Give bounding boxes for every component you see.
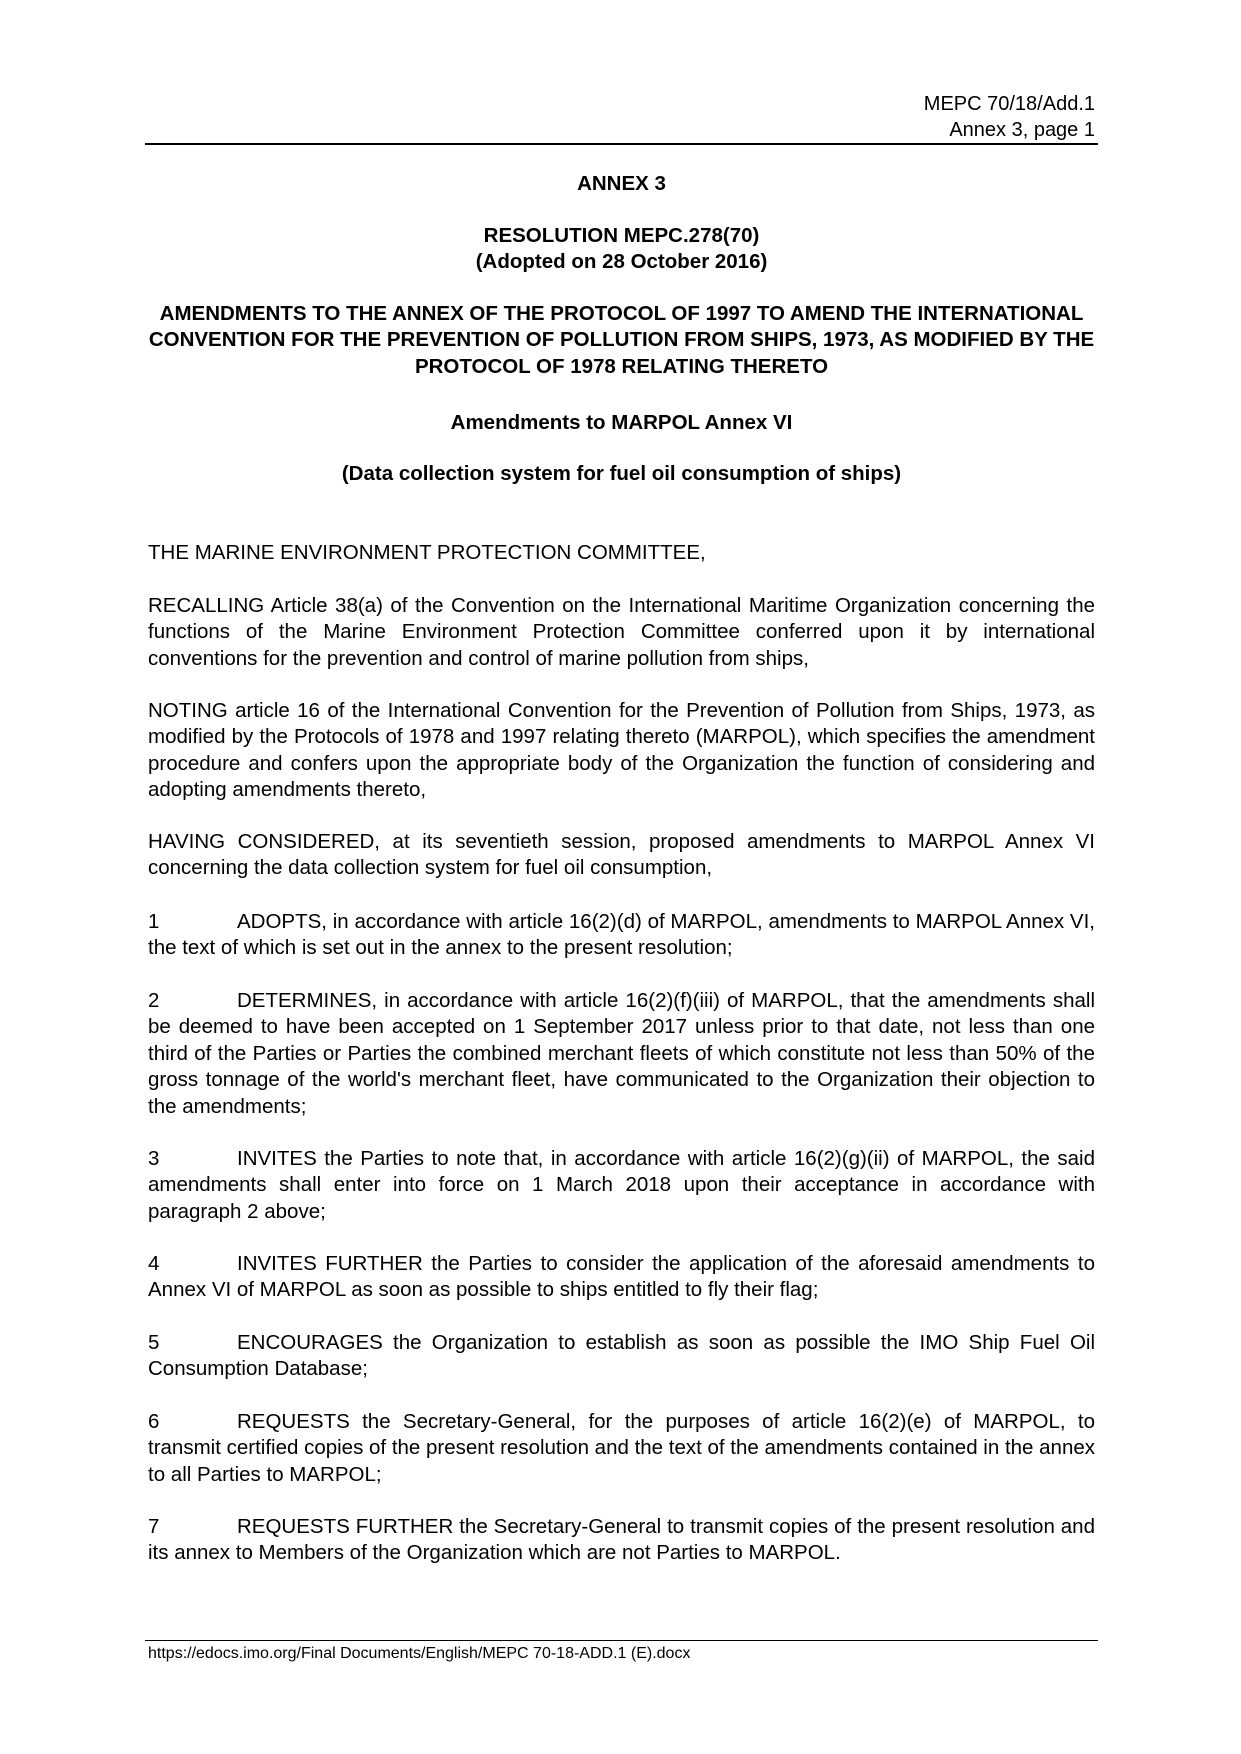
operative-paragraph bbox=[148, 1409, 1095, 1488]
footer-rule bbox=[145, 1640, 1098, 1641]
paragraph-number: 7 bbox=[148, 1515, 160, 1538]
subject: (Data collection system for fuel oil consumption of ships) bbox=[341, 462, 902, 485]
annex-title: ANNEX 3 bbox=[577, 172, 666, 195]
paragraph-number: 4 bbox=[148, 1252, 160, 1275]
paragraph-text: ENCOURAGES the Organization to establish as soon as possible the IMO Ship Fuel Oil Consumption Database; bbox=[148, 1331, 1095, 1381]
footer-path: https://edocs.imo.org/Final Documents/English/MEPC 70-18-ADD.1 (E).docx bbox=[148, 1645, 691, 1662]
preamble-recalling: RECALLING Article 38(a) of the Convention on the International Maritime Organization concerning the functions of the Marine Environment Protection Committee conferred upon it by international conventions for the prevention and control of marine pollution from ships, bbox=[148, 594, 1095, 670]
subtitle: Amendments to MARPOL Annex VI bbox=[450, 411, 793, 434]
paragraph-number: 6 bbox=[148, 1410, 160, 1433]
page-reference: Annex 3, page 1 bbox=[949, 119, 1095, 141]
paragraph-text: INVITES the Parties to note that, in accordance with article 16(2)(g)(ii) of MARPOL, the said amendments shall enter into force on 1 March 2018 upon their acceptance in accordance with paragraph 2 above; bbox=[148, 1147, 1095, 1223]
adoption-date: (Adopted on 28 October 2016) bbox=[475, 250, 768, 274]
main-title: AMENDMENTS TO THE ANNEX OF THE PROTOCOL OF 1997 TO AMEND THE INTERNATIONAL CONVENTION FOR THE PREVENTION OF POLLUTION FROM SHIPS, 1973, AS MODIFIED BY THE PROTOCOL OF 1978 RELATING THERETO bbox=[148, 302, 1095, 378]
preamble-having-considered: HAVING CONSIDERED, at its seventieth session, proposed amendments to MARPOL Annex VI concerning the data collection system for fuel oil consumption, bbox=[148, 830, 1095, 880]
paragraph-text: INVITES FURTHER the Parties to consider the application of the aforesaid amendments to Annex VI of MARPOL as soon as possible to ships entitled to fly their flag; bbox=[148, 1252, 1095, 1302]
paragraph-number: 1 bbox=[148, 910, 160, 933]
header-rule bbox=[145, 143, 1098, 145]
paragraph-number: 2 bbox=[148, 989, 160, 1012]
resolution-title: RESOLUTION MEPC.278(70) bbox=[483, 224, 760, 247]
operative-paragraph bbox=[148, 909, 1095, 962]
doc-reference: MEPC 70/18/Add.1 bbox=[923, 93, 1095, 115]
operative-paragraph bbox=[148, 1146, 1095, 1225]
paragraph-text: REQUESTS the Secretary-General, for the purposes of article 16(2)(e) of MARPOL, to transmit certified copies of the present resolution and the text of the amendments contained in the annex to all Parties to MARPOL; bbox=[148, 1410, 1095, 1486]
operative-paragraph bbox=[148, 1251, 1095, 1304]
resolution-heading bbox=[148, 223, 1095, 276]
operative-paragraph bbox=[148, 1330, 1095, 1383]
paragraph-number: 3 bbox=[148, 1147, 160, 1170]
operative-paragraph bbox=[148, 988, 1095, 1120]
paragraph-number: 5 bbox=[148, 1331, 160, 1354]
preamble-noting: NOTING article 16 of the International Convention for the Prevention of Pollution from Ships, 1973, as modified by the Protocols of 1978 and 1997 relating thereto (MARPOL), which specifies the amendment procedure and confers upon the appropriate body of the Organization the function of considering and adopting amendments thereto, bbox=[148, 699, 1095, 802]
operative-paragraph bbox=[148, 1514, 1095, 1567]
page-header bbox=[924, 91, 1095, 143]
paragraph-text: REQUESTS FURTHER the Secretary-General to transmit copies of the present resolution and its annex to Members of the Organization which are not Parties to MARPOL. bbox=[148, 1515, 1095, 1565]
paragraph-text: ADOPTS, in accordance with article 16(2)(d) of MARPOL, amendments to MARPOL Annex VI, the text of which is set out in the annex to the present resolution; bbox=[148, 910, 1095, 960]
paragraph-text: DETERMINES, in accordance with article 16(2)(f)(iii) of MARPOL, that the amendments shall be deemed to have been accepted on 1 September 2017 unless prior to that date, not less than one third of the Parties or Parties the combined merchant fleets of which constitute not less than 50% of the gross tonnage of the world's merchant fleet, have communicated to the Organization their objection to the amendments; bbox=[148, 989, 1095, 1118]
preamble-committee: THE MARINE ENVIRONMENT PROTECTION COMMITTEE, bbox=[148, 541, 706, 564]
